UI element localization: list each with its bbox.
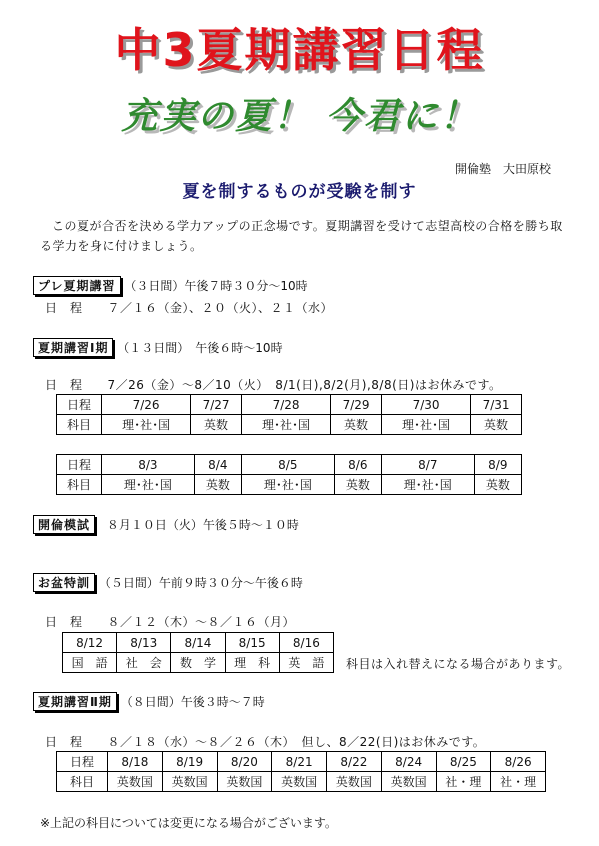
term1-table-1 bbox=[56, 394, 522, 435]
table-cell: 英数 bbox=[331, 415, 382, 435]
table-cell: 8/15 bbox=[225, 633, 279, 653]
table-cell: 英数国 bbox=[108, 772, 163, 792]
table-cell: 8/5 bbox=[241, 455, 334, 475]
table-cell: 理･社･国 bbox=[241, 415, 330, 435]
pre-section-header bbox=[33, 276, 308, 295]
table-cell: 7/31 bbox=[471, 395, 522, 415]
table-header-date: 日程 bbox=[57, 395, 102, 415]
table-cell: 8/18 bbox=[108, 752, 163, 772]
table-cell: 英数 bbox=[191, 415, 242, 435]
term2-label: 夏期講習Ⅱ期 bbox=[33, 692, 117, 711]
table-header-subject: 科目 bbox=[57, 772, 108, 792]
table-cell: 英数国 bbox=[162, 772, 217, 792]
table-cell: 7/28 bbox=[241, 395, 330, 415]
table-cell: 英数 bbox=[471, 415, 522, 435]
table-cell: 理･社･国 bbox=[102, 475, 195, 495]
table-row bbox=[57, 752, 546, 772]
table-cell: 英数 bbox=[194, 475, 241, 495]
table-row bbox=[63, 633, 334, 653]
table-cell: 8/25 bbox=[436, 752, 491, 772]
term2-info: （８日間）午後３時～７時 bbox=[120, 695, 265, 709]
table-row bbox=[57, 395, 522, 415]
table-cell: 英数国 bbox=[217, 772, 272, 792]
mock-label: 開倫模試 bbox=[33, 515, 95, 534]
table-cell: 英数 bbox=[474, 475, 521, 495]
obon-section-header bbox=[33, 573, 303, 592]
table-cell: 7/27 bbox=[191, 395, 242, 415]
table-cell: 8/3 bbox=[102, 455, 195, 475]
mock-section bbox=[33, 515, 299, 534]
term1-dates: 日 程 7／26（金）～8／10（火） 8/1(日),8/2(月),8/8(日)はお休みです。 bbox=[45, 378, 502, 392]
table-row bbox=[57, 772, 546, 792]
table-cell: 理･社･国 bbox=[241, 475, 334, 495]
table-cell: 英数国 bbox=[327, 772, 382, 792]
table-cell: 7/29 bbox=[331, 395, 382, 415]
table-cell: 数 学 bbox=[171, 653, 225, 673]
table-cell: 7/26 bbox=[102, 395, 191, 415]
term1-section-header bbox=[33, 338, 283, 357]
footer-note: ※上記の科目については変更になる場合がございます。 bbox=[40, 816, 337, 830]
table-cell: 社・理 bbox=[491, 772, 546, 792]
table-cell: 英 語 bbox=[279, 653, 333, 673]
table-cell: 英数 bbox=[334, 475, 381, 495]
table-cell: 理 科 bbox=[225, 653, 279, 673]
table-cell: 8/22 bbox=[327, 752, 382, 772]
obon-label: お盆特訓 bbox=[33, 573, 95, 592]
table-header-date: 日程 bbox=[57, 752, 108, 772]
table-row bbox=[63, 653, 334, 673]
table-cell: 英数国 bbox=[272, 772, 327, 792]
table-cell: 8/13 bbox=[117, 633, 171, 653]
term2-table bbox=[56, 751, 546, 792]
obon-table bbox=[62, 632, 334, 673]
table-cell: 8/4 bbox=[194, 455, 241, 475]
table-cell: 8/19 bbox=[162, 752, 217, 772]
obon-info: （５日間）午前９時３０分～午後６時 bbox=[98, 576, 303, 590]
term1-table-2 bbox=[56, 454, 522, 495]
table-cell: 国 語 bbox=[63, 653, 117, 673]
table-cell: 理･社･国 bbox=[102, 415, 191, 435]
table-cell: 社・理 bbox=[436, 772, 491, 792]
table-cell: 8/6 bbox=[334, 455, 381, 475]
obon-dates: 日 程 ８／１２（木）～８／１６（月） bbox=[45, 615, 296, 629]
slogan: 夏を制するものが受験を制す bbox=[182, 182, 417, 202]
table-cell: 8/7 bbox=[381, 455, 474, 475]
pre-label: プレ夏期講習 bbox=[33, 276, 121, 295]
intro-text: この夏が合否を決める学力アップの正念場です。夏期講習を受けて志望高校の合格を勝ち取る学力を身に付けましょう。 bbox=[40, 219, 563, 253]
table-row bbox=[57, 475, 522, 495]
pre-dates: 日 程 ７／１６（金）、２０（火）、２１（水） bbox=[45, 301, 334, 315]
pre-info: （３日間）午後７時３０分～10時 bbox=[124, 279, 308, 293]
page-title: 中3夏期講習日程 bbox=[114, 23, 485, 77]
table-cell: 8/12 bbox=[63, 633, 117, 653]
mock-info: ８月１０日（火）午後５時～１０時 bbox=[106, 518, 299, 532]
term2-dates: 日 程 ８／１８（水）～８／２６（木） 但し、8／22(日)はお休みです。 bbox=[45, 735, 486, 749]
page-subtitle: 充実の夏！ 今君に！ bbox=[121, 96, 478, 137]
term1-info: （１３日間） 午後６時～10時 bbox=[117, 341, 283, 355]
table-cell: 8/9 bbox=[474, 455, 521, 475]
term2-section-header bbox=[33, 692, 265, 711]
table-header-date: 日程 bbox=[57, 455, 102, 475]
table-cell: 社 会 bbox=[117, 653, 171, 673]
table-row bbox=[57, 455, 522, 475]
table-cell: 7/30 bbox=[381, 395, 470, 415]
table-cell: 理･社･国 bbox=[381, 475, 474, 495]
table-row bbox=[57, 415, 522, 435]
table-cell: 8/14 bbox=[171, 633, 225, 653]
table-cell: 8/26 bbox=[491, 752, 546, 772]
table-cell: 8/24 bbox=[381, 752, 436, 772]
term1-label: 夏期講習Ⅰ期 bbox=[33, 338, 113, 357]
obon-note: 科目は入れ替えになる場合があります。 bbox=[346, 657, 571, 671]
table-cell: 8/21 bbox=[272, 752, 327, 772]
table-cell: 8/16 bbox=[279, 633, 333, 653]
school-name: 開倫塾 大田原校 bbox=[454, 162, 551, 176]
table-header-subject: 科目 bbox=[57, 475, 102, 495]
table-cell: 理･社･国 bbox=[381, 415, 470, 435]
table-header-subject: 科目 bbox=[57, 415, 102, 435]
table-cell: 8/20 bbox=[217, 752, 272, 772]
table-cell: 英数国 bbox=[381, 772, 436, 792]
